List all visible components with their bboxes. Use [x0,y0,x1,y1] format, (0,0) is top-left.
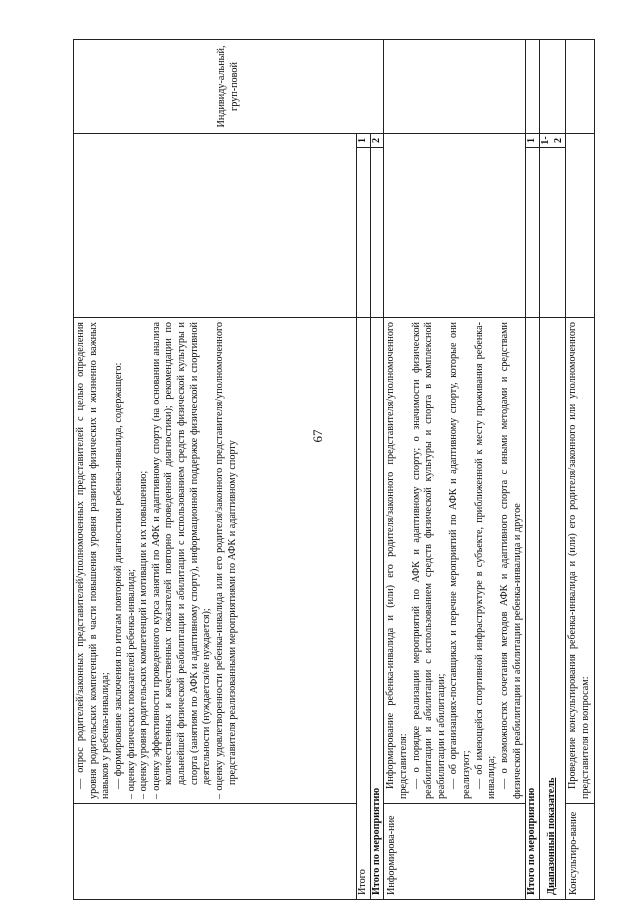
section2-event-total-label: Итого по мероприятию [526,318,540,900]
section2-range-value: 1-2 [539,134,565,148]
section1-event-total-value: 2 [370,134,384,148]
rotated-table-wrapper [73,40,591,900]
section2-item: — о возможностях сочетания методов АФК и адаптивного спорта с иными методами и средствами физической реабилитации и абилитации ребенка-инвалида и другое [499,322,523,799]
section3-content-cell [566,318,595,804]
section1-total-label: Итого [357,318,371,900]
section1-content-cell [74,318,357,804]
section1-total-value: 1 [357,134,371,148]
section2-range-spare [539,148,565,318]
section2-spare-cell [384,134,526,318]
section1-total-spare [357,148,371,318]
section1-subitem: – оценку эффективности проведенного курса занятий по АФК и адаптивному спорту (на основании анализа количественных и качественных показателей повторно проведенной диагностики); рекомендации по дальнейшей физической реабилитации и абилитации с использованием средств физической культуры и спорта (занятиям по АФК и адаптивному спорту), информационной поддержке физической и спортивной деятельности (нуждается/не нуждается); [150,322,213,799]
section2-form-cell [384,40,526,134]
section2-event-total-spare [526,148,540,318]
section2-event-total-value: 1 [526,134,540,148]
section1-subitem: – оценку удовлетворенности ребенка-инвалида или его родителя/законного представителя/уполномоченного представителя реализованными мероприятиями по АФК и адаптивному спорту [214,322,238,799]
section3-spare-cell [566,134,595,318]
section2-event-total-form [526,40,540,134]
section2-range-label: Диапазонный показатель [539,318,565,900]
section1-name-cell [74,804,357,900]
section2-content-cell [384,318,526,804]
section1-form-cell [74,40,384,134]
section3-name: Консультиро-вание [566,804,595,900]
section1-event-total-label: Итого по мероприятию [370,318,384,900]
section1-form-label: Индивиду-альный, груп-повой [216,45,240,128]
section1-subitem: – оценку уровня родительских компетенций и мотивации к их повышению; [138,470,150,799]
section2-range-form [539,40,565,134]
section2-item: — об имеющейся спортивной инфраструктуре в субъекте, приближенной к месту проживания ребенка-инвалида; [473,322,498,799]
section2-intro: Информирование ребенка-инвалида и (или) его родителя/законного представителя/уполномоченного представителя: [385,322,409,799]
section3-form-cell [566,40,595,134]
page-number: 67 [310,429,325,443]
measures-table [73,39,595,900]
section1-item: — опрос родителей/законных представителей/уполномоченных представителей с целью определения уровня родительских компетенций в части повышения уровня развития физических и жизненно важных навыков у ребенка-инвалида; [75,322,112,799]
section1-subitem: – оценку физических показателей ребенка-инвалида; [125,569,137,799]
section1-spare-cell [74,134,357,318]
section2-name: Информирова-ние [384,804,526,900]
section2-item: — об организациях-поставщиках и перечне мероприятий по АФК и адаптивному спорту, которые они реализуют; [448,322,473,799]
section3-text: Проведение консультирования ребенка-инвалида и (или) его родителя/законного или уполномоченного представителя по вопросам: [567,322,591,799]
section1-item: — формирование заключения по итогам повторной диагностики ребенка-инвалида, содержащего: [112,362,124,789]
section1-event-total-spare [370,148,384,318]
section2-item: — о порядке реализации мероприятий по АФК и адаптивному спорту; о значимости физической реабилитации и абилитации с использованием средств физической культуры и спорта в комплексной реабилитации и абилитации; [410,322,447,799]
